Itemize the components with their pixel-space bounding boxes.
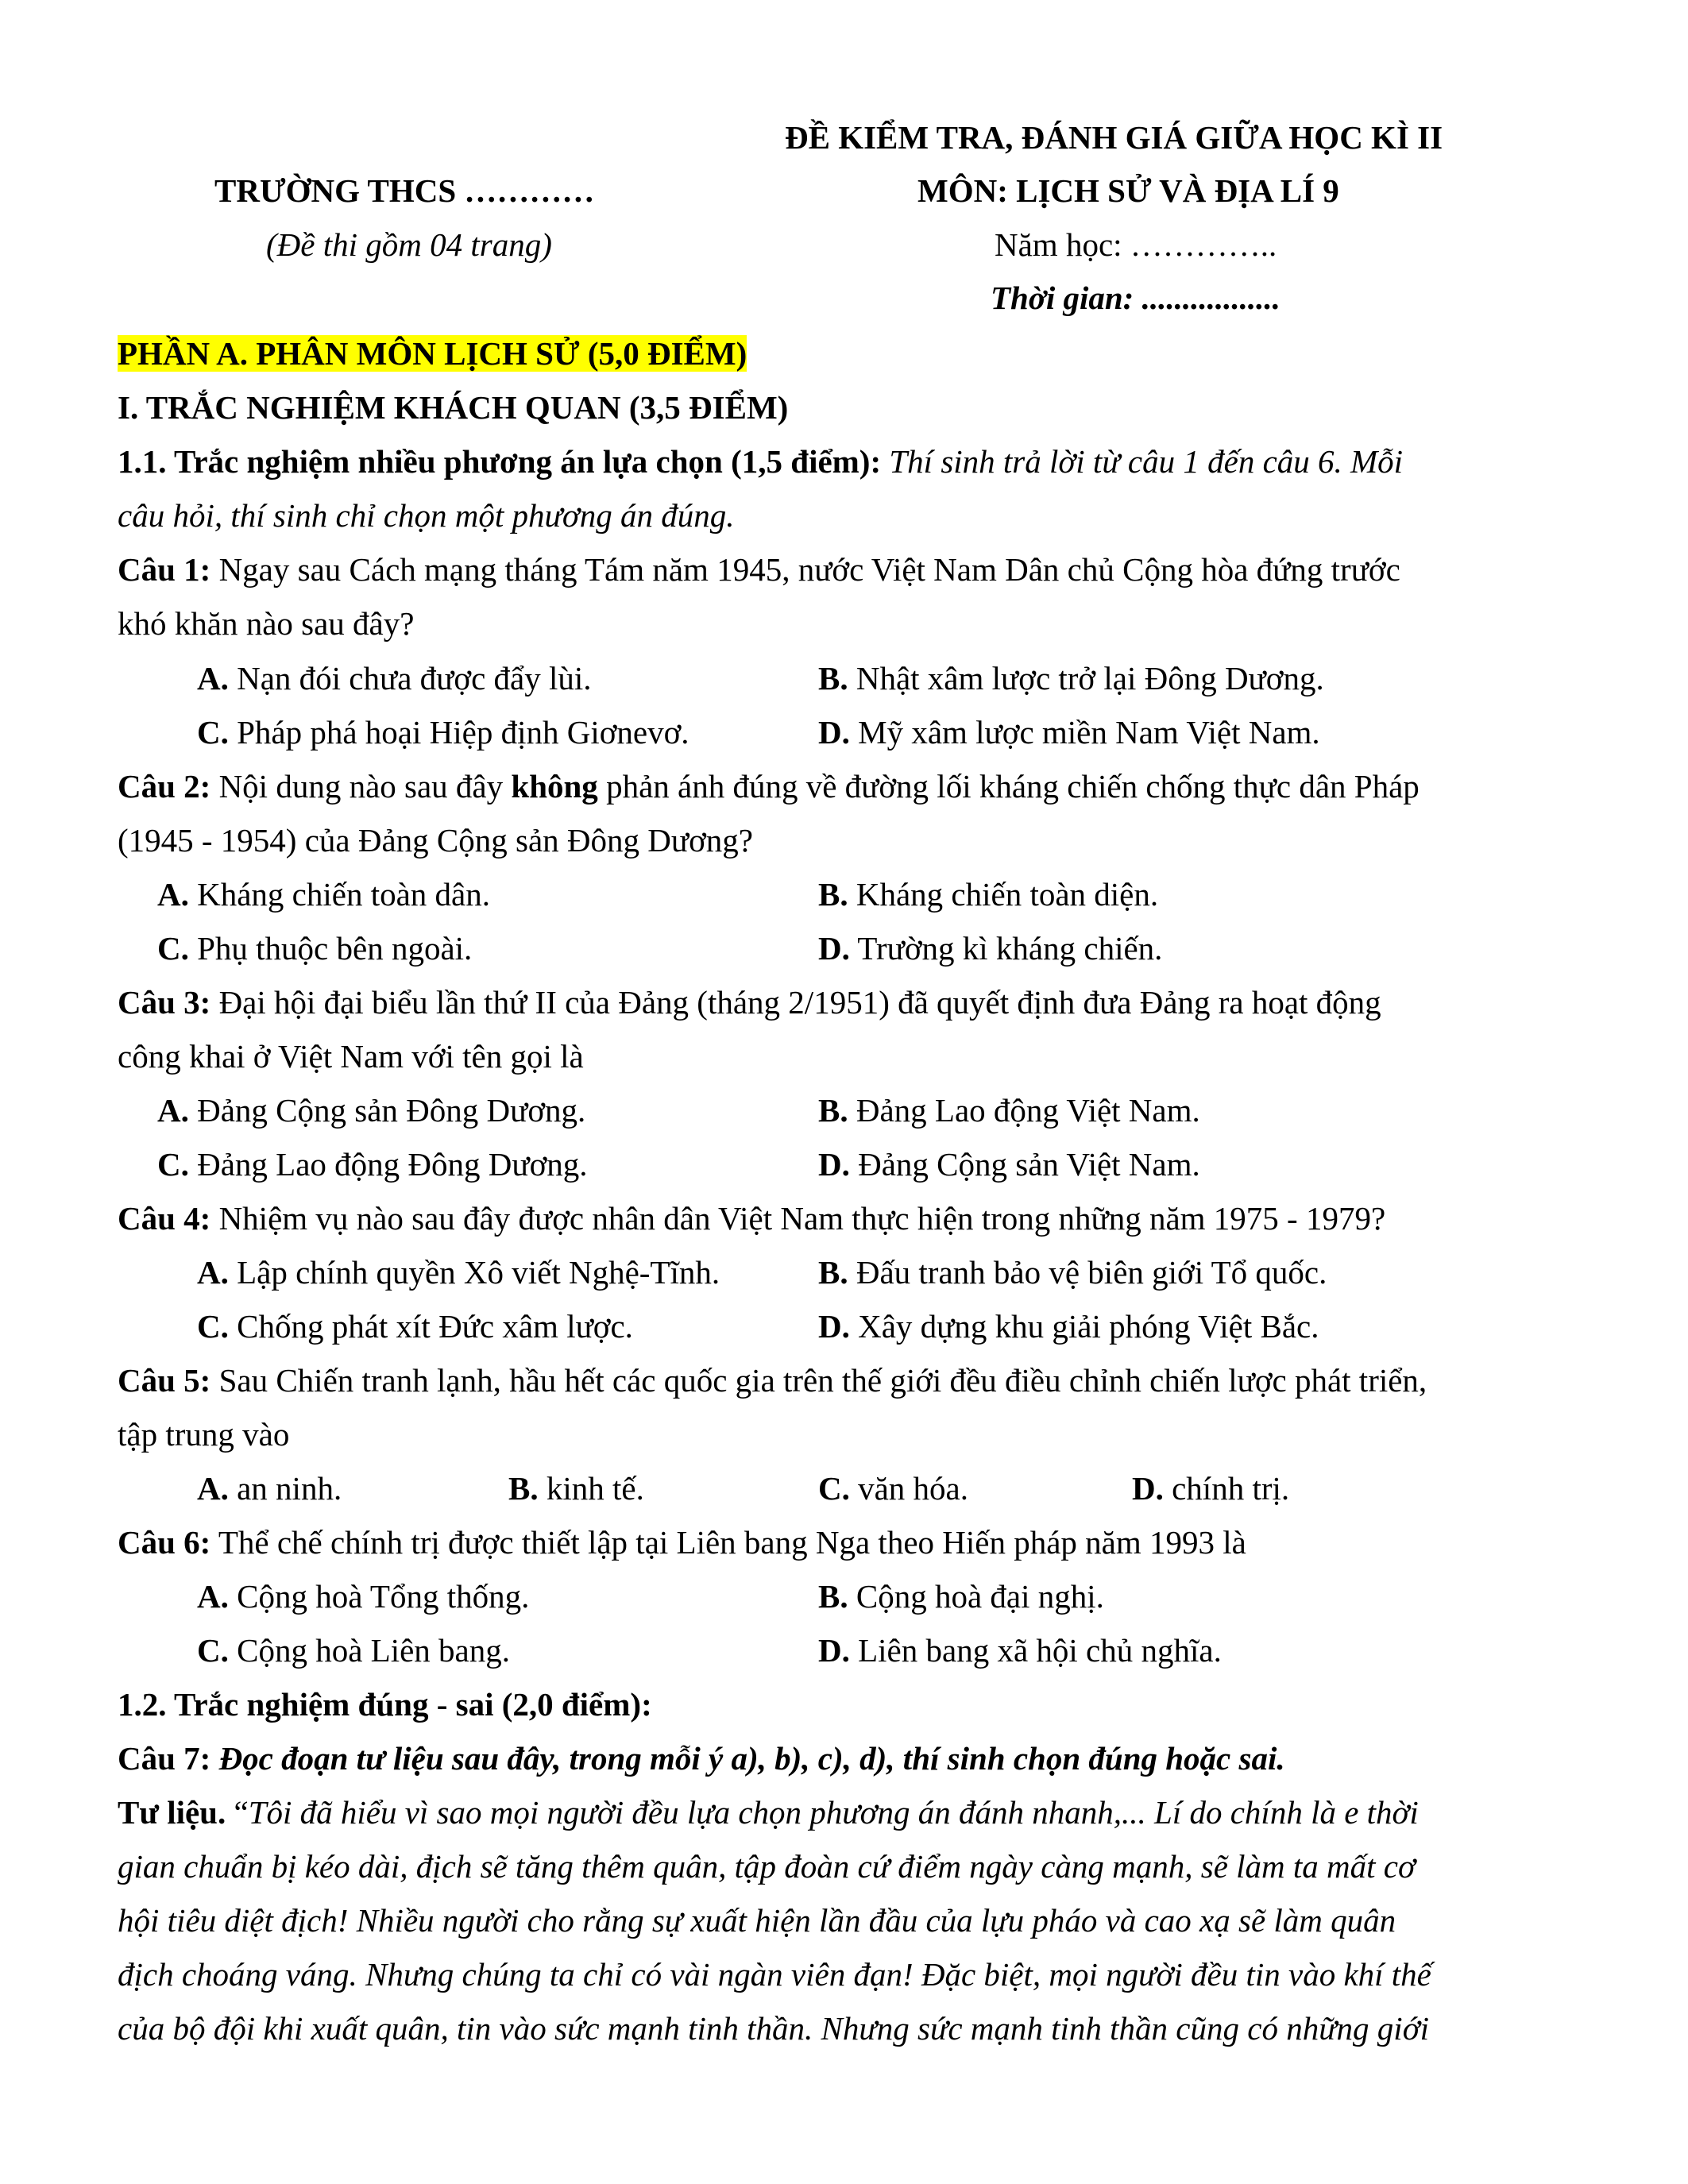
sub-1-2-title: 1.2. Trắc nghiệm đúng - sai (2,0 điểm): [118, 1686, 652, 1723]
option-6a: A. Cộng hoà Tổng thống. [197, 1578, 530, 1615]
school-year: Năm học: ………….. [995, 226, 1277, 263]
sub-1-1-line [118, 442, 1403, 481]
negation-emphasis: không [511, 768, 598, 805]
source-line-5: của bộ đội khi xuất quân, tin vào sức mạnh tinh thần. Nhưng sức mạnh tinh thần cũng có những giới [118, 2010, 1429, 2047]
option-1c: C. Pháp phá hoại Hiệp định Giơnevơ. [197, 714, 689, 751]
source-label: Tư liệu. [118, 1794, 226, 1831]
option-3d: D. Đảng Cộng sản Việt Nam. [818, 1146, 1200, 1183]
option-3b: B. Đảng Lao động Việt Nam. [818, 1092, 1200, 1129]
option-5b: B. kinh tế. [508, 1470, 644, 1507]
source-line-1: Tư liệu. “Tôi đã hiểu vì sao mọi người đều lựa chọn phương án đánh nhanh,... Lí do chính là e thời [118, 1794, 1419, 1831]
option-2b: B. Kháng chiến toàn diện. [818, 876, 1159, 913]
question-5-cont: tập trung vào [118, 1416, 290, 1453]
question-7 [118, 1738, 1285, 1778]
question-5: Câu 5: Sau Chiến tranh lạnh, hầu hết các quốc gia trên thế giới đều điều chỉnh chiến lược phát triển, [118, 1362, 1427, 1399]
option-5d: D. chính trị. [1132, 1470, 1290, 1507]
subject-title: MÔN: LỊCH SỬ VÀ ĐỊA LÍ 9 [917, 172, 1339, 209]
question-label: Câu 3: [118, 984, 211, 1021]
question-2-cont: (1945 - 1954) của Đảng Cộng sản Đông Dương? [118, 822, 753, 859]
sub-1-1-instruction-cont: câu hỏi, thí sinh chỉ chọn một phương án đúng. [118, 497, 735, 534]
school-name: TRƯỜNG THCS ………… [214, 172, 595, 209]
part-a-title [118, 334, 747, 373]
option-5c: C. văn hóa. [818, 1470, 969, 1507]
source-line-3: hội tiêu diệt địch! Nhiều người cho rằng sự xuất hiện lần đầu của lựu pháo và cao xạ sẽ làm quân [118, 1902, 1396, 1939]
option-4b: B. Đấu tranh bảo vệ biên giới Tổ quốc. [818, 1254, 1327, 1291]
option-3c: C. Đảng Lao động Đông Dương. [157, 1146, 588, 1183]
option-4d: D. Xây dựng khu giải phóng Việt Bắc. [818, 1308, 1319, 1345]
option-2c: C. Phụ thuộc bên ngoài. [157, 930, 473, 967]
option-3a: A. Đảng Cộng sản Đông Dương. [157, 1092, 586, 1129]
option-6d: D. Liên bang xã hội chủ nghĩa. [818, 1632, 1222, 1669]
question-4: Câu 4: Nhiệm vụ nào sau đây được nhân dân Việt Nam thực hiện trong những năm 1975 - 1979? [118, 1200, 1386, 1237]
question-label: Câu 7: [118, 1740, 211, 1777]
exam-title: ĐỀ KIỂM TRA, ĐÁNH GIÁ GIỮA HỌC KÌ II [785, 119, 1443, 156]
option-6c: C. Cộng hoà Liên bang. [197, 1632, 510, 1669]
question-label: Câu 4: [118, 1200, 211, 1237]
question-1 [118, 550, 1400, 589]
option-4a: A. Lập chính quyền Xô viết Nghệ-Tĩnh. [197, 1254, 720, 1291]
question-3: Câu 3: Đại hội đại biểu lần thứ II của Đảng (tháng 2/1951) đã quyết định đưa Đảng ra hoạt động [118, 984, 1381, 1021]
question-2: Câu 2: Nội dung nào sau đây không phản ánh đúng về đường lối kháng chiến chống thực dân Pháp [118, 768, 1420, 805]
question-6: Câu 6: Thể chế chính trị được thiết lập tại Liên bang Nga theo Hiến pháp năm 1993 là [118, 1524, 1246, 1561]
option-5a: A. an ninh. [197, 1470, 342, 1507]
sub-1-1-instruction: Thí sinh trả lời từ câu 1 đến câu 6. Mỗi [881, 443, 1404, 480]
pages-note: (Đề thi gồm 04 trang) [266, 226, 552, 263]
question-7-instruction: Đọc đoạn tư liệu sau đây, trong mỗi ý a), b), c), d), thí sinh chọn đúng hoặc sai. [211, 1740, 1285, 1777]
option-1a: A. Nạn đói chưa được đẩy lùi. [197, 660, 592, 696]
option-6b: B. Cộng hoà đại nghị. [818, 1578, 1104, 1615]
source-line-4: địch choáng váng. Nhưng chúng ta chỉ có vài ngàn viên đạn! Đặc biệt, mọi người đều tin vào khí thế [118, 1956, 1431, 1993]
question-label: Câu 5: [118, 1362, 211, 1399]
option-4c: C. Chống phát xít Đức xâm lược. [197, 1308, 633, 1345]
option-1d: D. Mỹ xâm lược miền Nam Việt Nam. [818, 714, 1320, 751]
sub-1-1-title: 1.1. Trắc nghiệm nhiều phương án lựa chọn (1,5 điểm): [118, 443, 882, 480]
section-1-title: I. TRẮC NGHIỆM KHÁCH QUAN (3,5 ĐIỂM) [118, 389, 789, 426]
question-label: Câu 2: [118, 768, 211, 805]
option-1b: B. Nhật xâm lược trở lại Đông Dương. [818, 660, 1324, 696]
part-a-title-text: PHẦN A. PHÂN MÔN LỊCH SỬ (5,0 ĐIỂM) [118, 335, 747, 372]
option-2a: A. Kháng chiến toàn dân. [157, 876, 490, 913]
question-text: Ngay sau Cách mạng tháng Tám năm 1945, nước Việt Nam Dân chủ Cộng hòa đứng trước [211, 551, 1400, 588]
option-2d: D. Trường kì kháng chiến. [818, 930, 1163, 967]
source-line-2: gian chuẩn bị kéo dài, địch sẽ tăng thêm quân, tập đoàn cứ điểm ngày càng mạnh, sẽ làm ta mất cơ [118, 1848, 1416, 1885]
question-label: Câu 6: [118, 1524, 211, 1561]
question-1-cont: khó khăn nào sau đây? [118, 605, 415, 642]
question-3-cont: công khai ở Việt Nam với tên gọi là [118, 1038, 584, 1075]
exam-time: Thời gian: ................. [991, 280, 1280, 316]
question-label: Câu 1: [118, 551, 211, 588]
